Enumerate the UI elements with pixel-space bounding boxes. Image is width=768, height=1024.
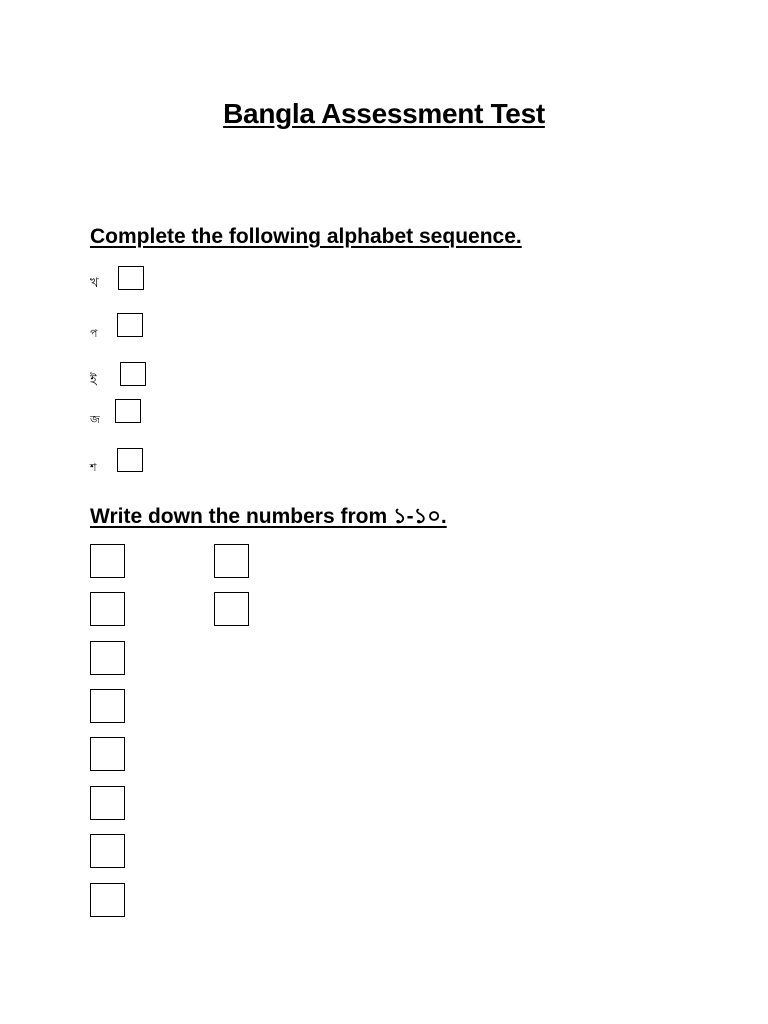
number-answer-box-4[interactable] (90, 689, 125, 723)
alphabet-answer-box-5[interactable] (117, 448, 143, 472)
numbers-section-heading: Write down the numbers from ১-১০. (90, 505, 447, 528)
alphabet-letter-5: শ (90, 461, 97, 474)
alphabet-letter-3: ই (90, 373, 97, 388)
number-answer-box-9[interactable] (214, 544, 249, 578)
number-answer-box-1[interactable] (90, 544, 125, 578)
alphabet-section-heading: Complete the following alphabet sequence. (90, 225, 522, 248)
alphabet-answer-box-4[interactable] (115, 399, 141, 423)
alphabet-answer-box-2[interactable] (117, 313, 143, 337)
number-answer-box-5[interactable] (90, 737, 125, 771)
number-answer-box-8[interactable] (90, 883, 125, 917)
alphabet-letter-2: প (90, 327, 98, 340)
alphabet-letter-1: খ (90, 276, 99, 291)
alphabet-letter-4: জ (90, 413, 100, 426)
alphabet-answer-box-1[interactable] (118, 266, 144, 290)
number-answer-box-7[interactable] (90, 834, 125, 868)
document-title: Bangla Assessment Test (223, 98, 545, 129)
number-answer-box-3[interactable] (90, 641, 125, 675)
alphabet-answer-box-3[interactable] (120, 362, 146, 386)
number-answer-box-2[interactable] (90, 592, 125, 626)
number-answer-box-10[interactable] (214, 592, 249, 626)
number-answer-box-6[interactable] (90, 786, 125, 820)
